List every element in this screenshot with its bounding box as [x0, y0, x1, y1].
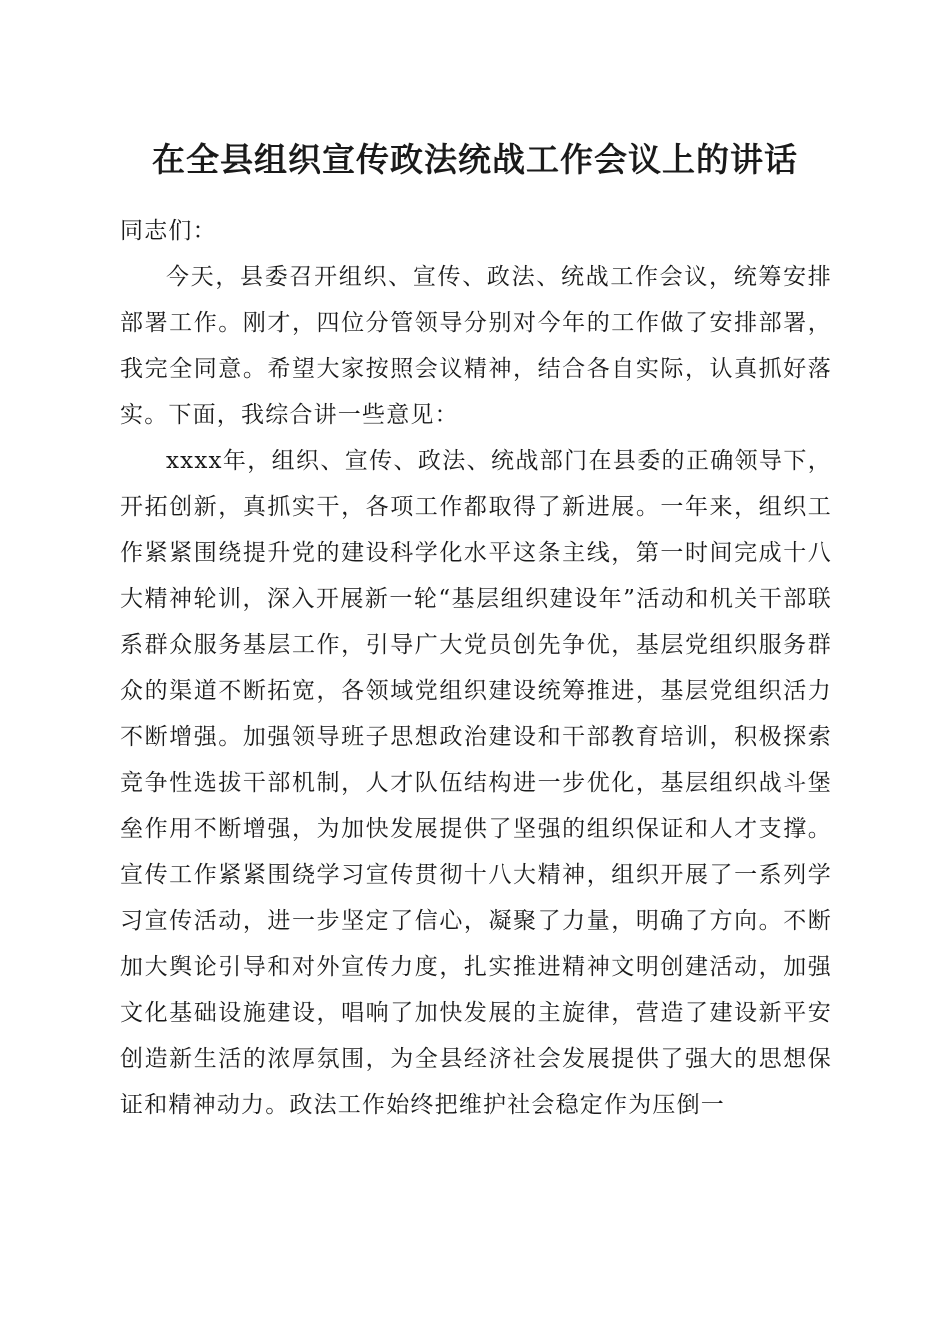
document-title: 在全县组织宣传政法统战工作会议上的讲话	[152, 140, 798, 179]
paragraph-intro: 今天，县委召开组织、宣传、政法、统战工作会议，统筹安排部署工作。刚才，四位分管领导分别对今年的工作做了安排部署，我完全同意。希望大家按照会议精神，结合各自实际，认真抓好落实。下面，我综合讲一些意见：	[120, 264, 832, 428]
document-body	[120, 208, 832, 1128]
salutation: 同志们：	[120, 218, 217, 244]
paragraph-review: xxxx年，组织、宣传、政法、统战部门在县委的正确领导下，开拓创新，真抓实干，各项工作都取得了新进展。一年来，组织工作紧紧围绕提升党的建设科学化水平这条主线，第一时间完成十八大精神轮训，深入开展新一轮“基层组织建设年”活动和机关干部联系群众服务基层工作，引导广大党员创先争优，基层党组织服务群众的渠道不断拓宽，各领域党组织建设统筹推进，基层党组织活力不断增强。加强领导班子思想政治建设和干部教育培训，积极探索竞争性选拔干部机制，人才队伍结构进一步优化，基层组织战斗堡垒作用不断增强，为加快发展提供了坚强的组织保证和人才支撑。宣传工作紧紧围绕学习宣传贯彻十八大精神，组织开展了一系列学习宣传活动，进一步坚定了信心，凝聚了力量，明确了方向。不断加大舆论引导和对外宣传力度，扎实推进精神文明创建活动，加强文化基础设施建设，唱响了加快发展的主旋律，营造了建设新平安创造新生活的浓厚氛围，为全县经济社会发展提供了强大的思想保证和精神动力。政法工作始终把维护社会稳定作为压倒一	[120, 448, 832, 1118]
